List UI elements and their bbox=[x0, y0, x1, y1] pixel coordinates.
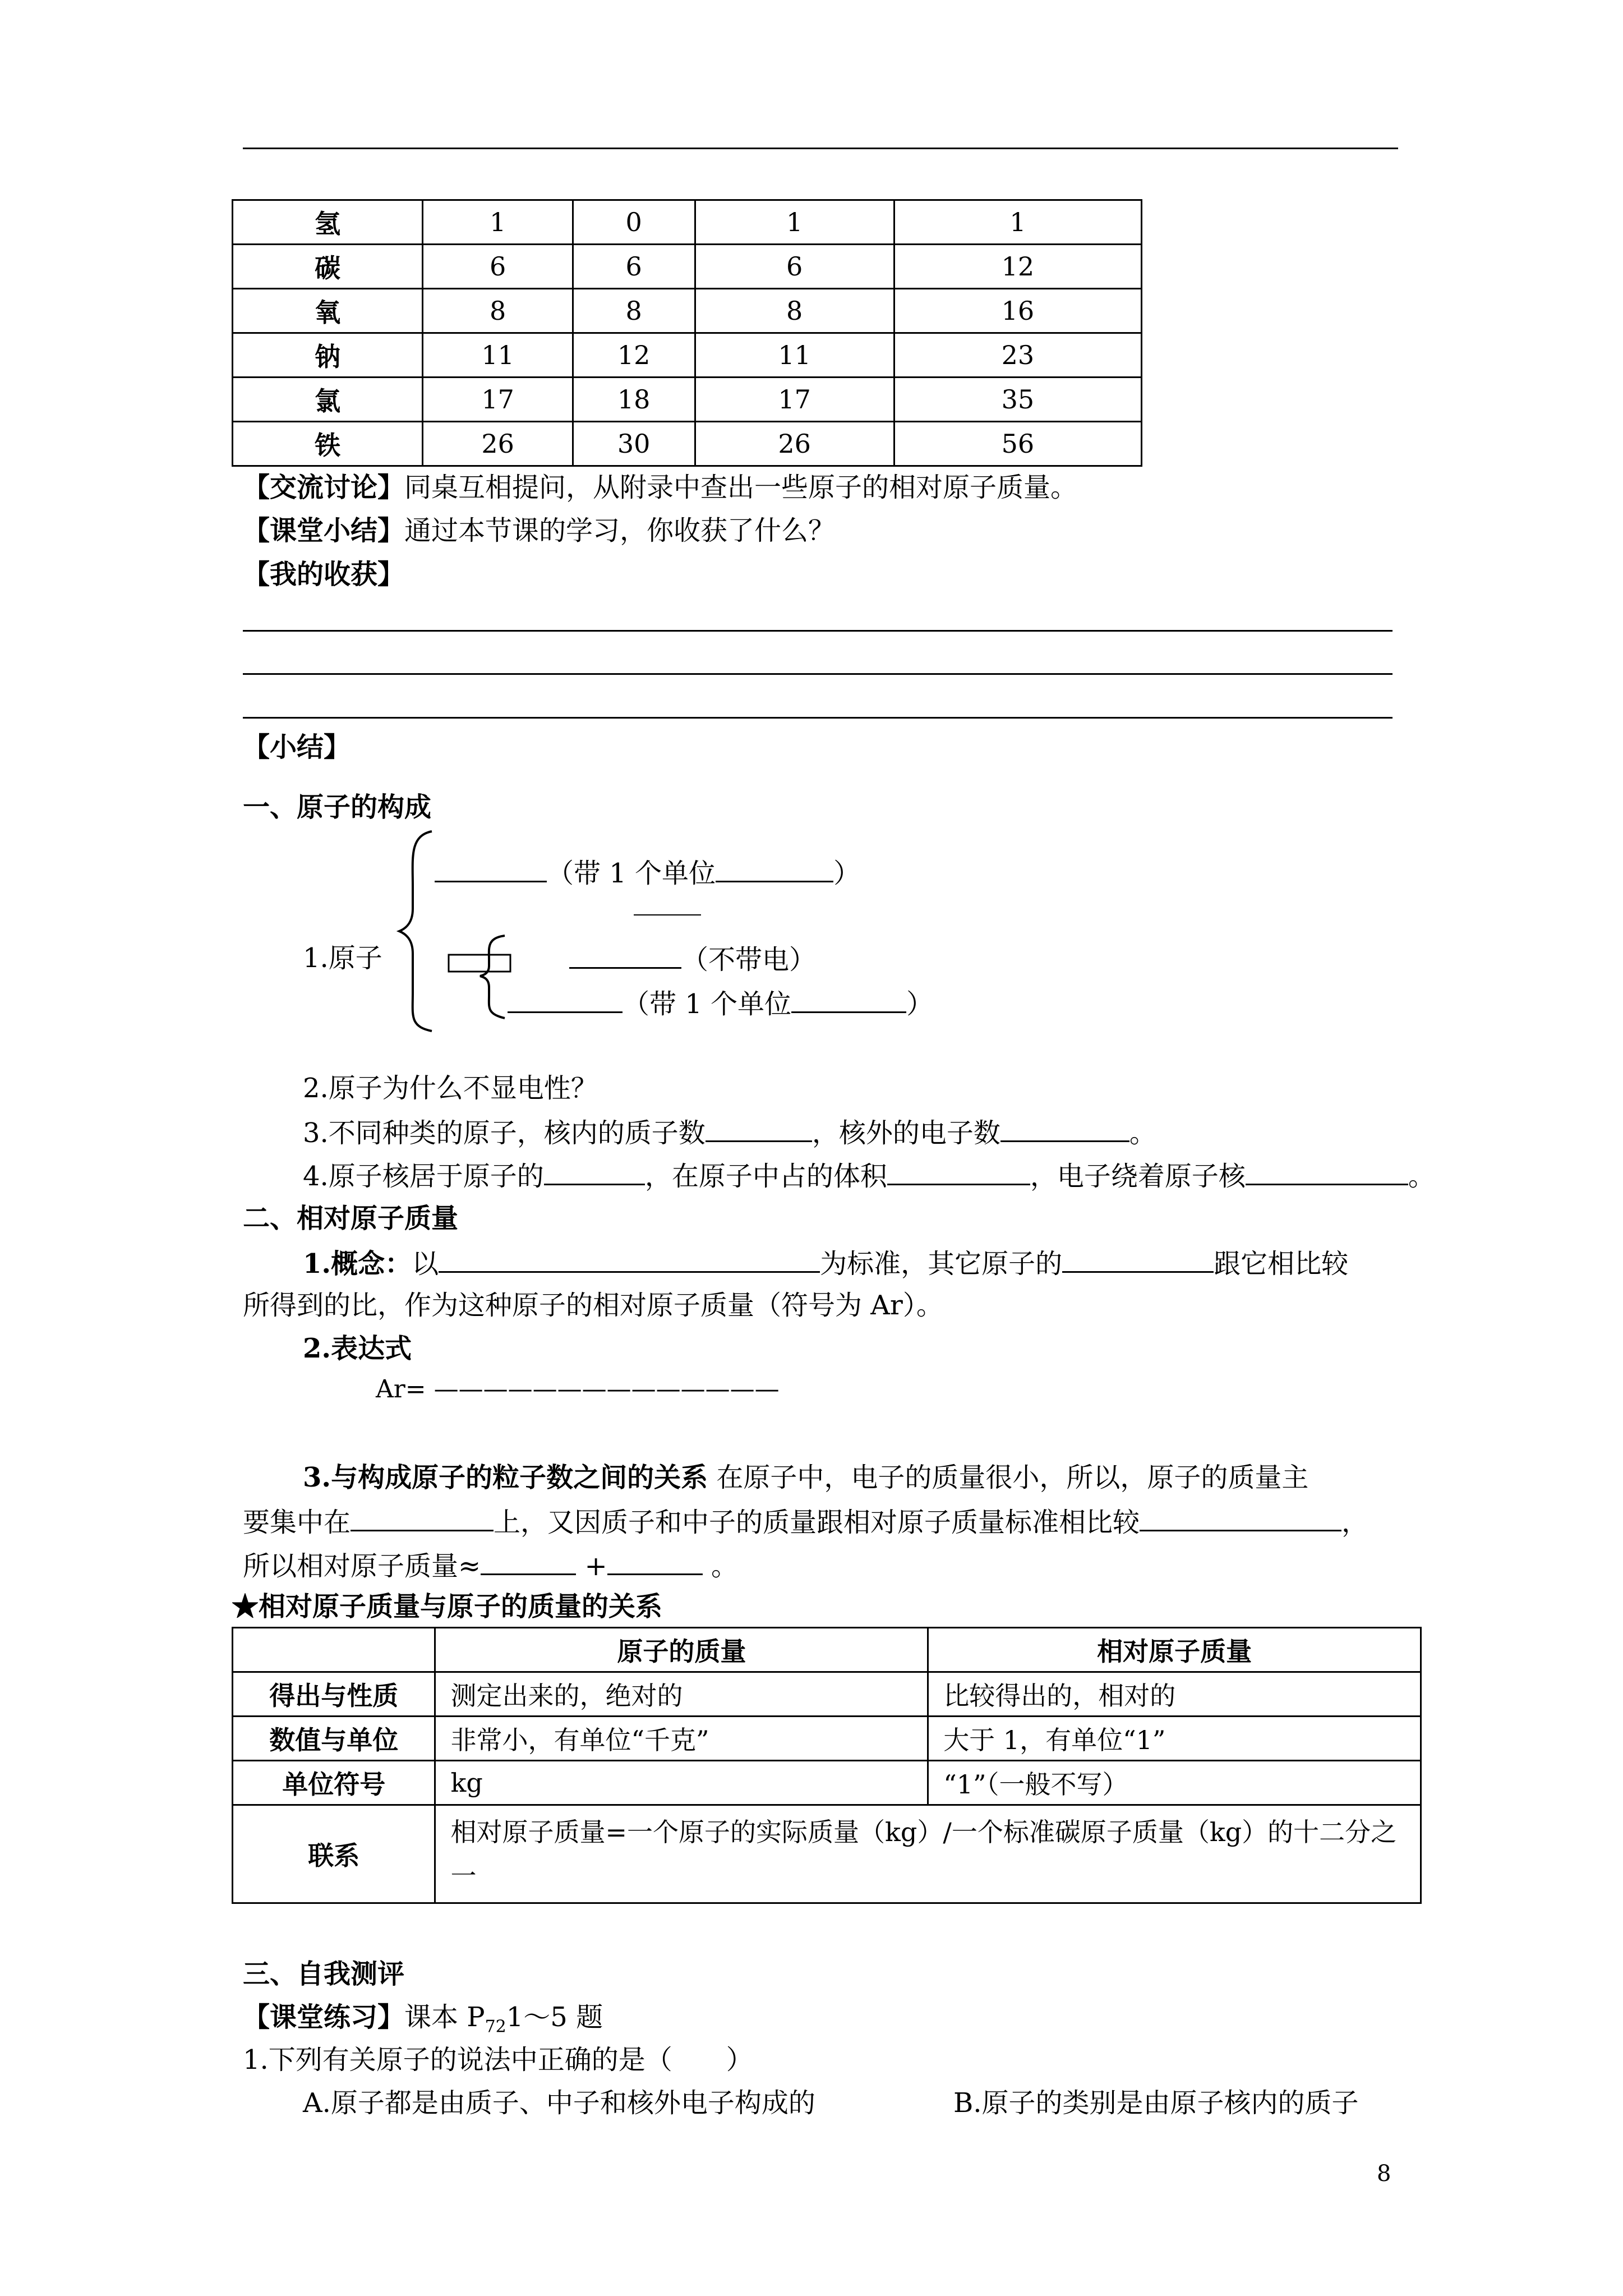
blank-atom-1-unit[interactable] bbox=[716, 858, 833, 882]
electrons-cell: 1 bbox=[695, 200, 894, 245]
my-gains-label: 【我的收获】 bbox=[243, 559, 405, 590]
table-row bbox=[233, 245, 1142, 289]
col-header-relative-mass: 相对原子质量 bbox=[928, 1628, 1421, 1672]
mass-cell: 23 bbox=[894, 333, 1141, 378]
electrons-cell: 6 bbox=[695, 245, 894, 289]
q2: 2.原子为什么不显电性？ bbox=[303, 1073, 598, 1104]
link-text: 相对原子质量=一个原子的实际质量（kg）/一个标准碳原子质量（kg）的十二分之一 bbox=[435, 1805, 1421, 1903]
table-row bbox=[233, 333, 1142, 378]
electrons-cell: 17 bbox=[695, 378, 894, 422]
neutrons-cell: 12 bbox=[573, 333, 695, 378]
comparison-table bbox=[232, 1627, 1422, 1904]
concept-line-2: 所得到的比，作为这种原子的相对原子质量（符号为 Ar）。 bbox=[243, 1290, 943, 1321]
blank-atom-2[interactable] bbox=[569, 945, 681, 969]
quiz-option-a: A.原子都是由质子、中子和核外电子构成的 bbox=[303, 2087, 815, 2119]
atom-line-3: （带 1 个单位 ） bbox=[508, 989, 933, 1018]
element-name-cell: 钠 bbox=[233, 333, 423, 378]
link-label: 联系 bbox=[233, 1805, 435, 1903]
mass-cell: 16 bbox=[894, 289, 1141, 333]
link-row bbox=[233, 1805, 1421, 1903]
table-row bbox=[233, 378, 1142, 422]
page-number: 8 bbox=[1377, 2161, 1391, 2187]
element-name-cell: 氢 bbox=[233, 200, 423, 245]
electrons-cell: 8 bbox=[695, 289, 894, 333]
element-name-cell: 碳 bbox=[233, 245, 423, 289]
atom-dash bbox=[634, 914, 701, 915]
q3: 3.不同种类的原子，核内的质子数 ，核外的电子数 。 bbox=[303, 1117, 1156, 1149]
atom-label: 1.原子 bbox=[303, 942, 382, 974]
q4: 4.原子核居于原子的 ，在原子中占的体积 ，电子绕着原子核 。 bbox=[303, 1161, 1435, 1192]
blank-q4-1[interactable] bbox=[544, 1161, 645, 1185]
mass-cell: 56 bbox=[894, 422, 1141, 466]
neutrons-cell: 0 bbox=[573, 200, 695, 245]
class-summary-text: 通过本节课的学习，你收获了什么？ bbox=[404, 515, 836, 546]
blank-q3-1[interactable] bbox=[706, 1118, 812, 1142]
mass-cell: 1 bbox=[894, 200, 1141, 245]
protons-cell: 8 bbox=[423, 289, 573, 333]
blank-atom-3-unit[interactable] bbox=[791, 989, 906, 1013]
answer-line-1 bbox=[243, 630, 1393, 632]
quiz-question-1: 1.下列有关原子的说法中正确的是（ ） bbox=[243, 2044, 753, 2076]
neutrons-cell: 6 bbox=[573, 245, 695, 289]
quiz-option-b: B.原子的类别是由原子核内的质子 bbox=[953, 2087, 1359, 2119]
expression-label: 2.表达式 bbox=[303, 1333, 412, 1364]
protons-cell: 1 bbox=[423, 200, 573, 245]
electrons-cell: 26 bbox=[695, 422, 894, 466]
discussion-label: 【交流讨论】 bbox=[243, 472, 405, 503]
table-row: 数值与单位 非常小，有单位“千克” 大于 1，有单位“1” bbox=[233, 1717, 1421, 1761]
table-row bbox=[233, 200, 1142, 245]
class-summary-line bbox=[243, 517, 835, 544]
section2-heading: 二、相对原子质量 bbox=[243, 1203, 459, 1234]
element-name-cell: 氧 bbox=[233, 289, 423, 333]
blank-concept-2[interactable] bbox=[1062, 1249, 1214, 1273]
summary-heading: 【小结】 bbox=[243, 731, 351, 763]
protons-cell: 17 bbox=[423, 378, 573, 422]
blank-relation-4[interactable] bbox=[607, 1551, 703, 1575]
blank-relation-2[interactable] bbox=[1140, 1507, 1341, 1531]
col-header-atom-mass: 原子的质量 bbox=[435, 1628, 928, 1672]
neutrons-cell: 8 bbox=[573, 289, 695, 333]
comparison-header-row bbox=[233, 1628, 1421, 1672]
practice-line: 【课堂练习】课本 $P_{72}1\sim 5$ 题 bbox=[243, 2001, 603, 2037]
section3-heading: 三、自我测评 bbox=[243, 1958, 405, 1990]
table-row bbox=[233, 289, 1142, 333]
mass-cell: 35 bbox=[894, 378, 1141, 422]
table-row: 得出与性质 测定出来的，绝对的 比较得出的，相对的 bbox=[233, 1672, 1421, 1717]
discussion-text: 同桌互相提问，从附录中查出一些原子的相对原子质量。 bbox=[404, 472, 1078, 503]
atom-line-2: （不带电） bbox=[569, 945, 816, 973]
blank-q4-2[interactable] bbox=[887, 1161, 1030, 1185]
relation-line-3: 所以相对原子质量≈ + 。 bbox=[243, 1550, 738, 1582]
blank-concept-1[interactable] bbox=[439, 1249, 820, 1273]
class-summary-label: 【课堂小结】 bbox=[243, 515, 405, 546]
neutrons-cell: 30 bbox=[573, 422, 695, 466]
blank-q3-2[interactable] bbox=[1000, 1118, 1129, 1142]
blank-relation-1[interactable] bbox=[351, 1507, 494, 1531]
table-row bbox=[233, 422, 1142, 466]
mass-cell: 12 bbox=[894, 245, 1141, 289]
discussion-line bbox=[243, 474, 1077, 501]
table-row: 单位符号 kg “1”（一般不写） bbox=[233, 1761, 1421, 1805]
relation-line-1: 3.与构成原子的粒子数之间的关系 在原子中，电子的质量很小，所以，原子的质量主 bbox=[303, 1462, 1309, 1493]
concept-line: 1.概念：以 为标准，其它原子的 跟它相比较 bbox=[303, 1248, 1349, 1280]
comparison-corner bbox=[233, 1628, 435, 1672]
answer-line-3 bbox=[243, 717, 1393, 719]
section1-heading: 一、原子的构成 bbox=[243, 792, 432, 823]
neutrons-cell: 18 bbox=[573, 378, 695, 422]
blank-atom-1[interactable] bbox=[435, 858, 547, 882]
expression: Ar= —————————————— bbox=[376, 1375, 780, 1404]
blank-relation-3[interactable] bbox=[481, 1551, 576, 1575]
element-table bbox=[232, 199, 1142, 467]
blank-q4-3[interactable] bbox=[1246, 1161, 1408, 1185]
protons-cell: 11 bbox=[423, 333, 573, 378]
comparison-title: ★相对原子质量与原子的质量的关系 bbox=[232, 1591, 663, 1622]
element-name-cell: 氯 bbox=[233, 378, 423, 422]
protons-cell: 26 bbox=[423, 422, 573, 466]
answer-line-2 bbox=[243, 673, 1393, 675]
blank-atom-3[interactable] bbox=[508, 989, 623, 1013]
element-name-cell: 铁 bbox=[233, 422, 423, 466]
atom-line-1: （带 1 个单位 ） bbox=[435, 858, 860, 887]
protons-cell: 6 bbox=[423, 245, 573, 289]
electrons-cell: 11 bbox=[695, 333, 894, 378]
relation-line-2: 要集中在 上，又因质子和中子的质量跟相对原子质量标准相比较 ， bbox=[243, 1507, 1369, 1538]
header-rule bbox=[243, 148, 1398, 149]
